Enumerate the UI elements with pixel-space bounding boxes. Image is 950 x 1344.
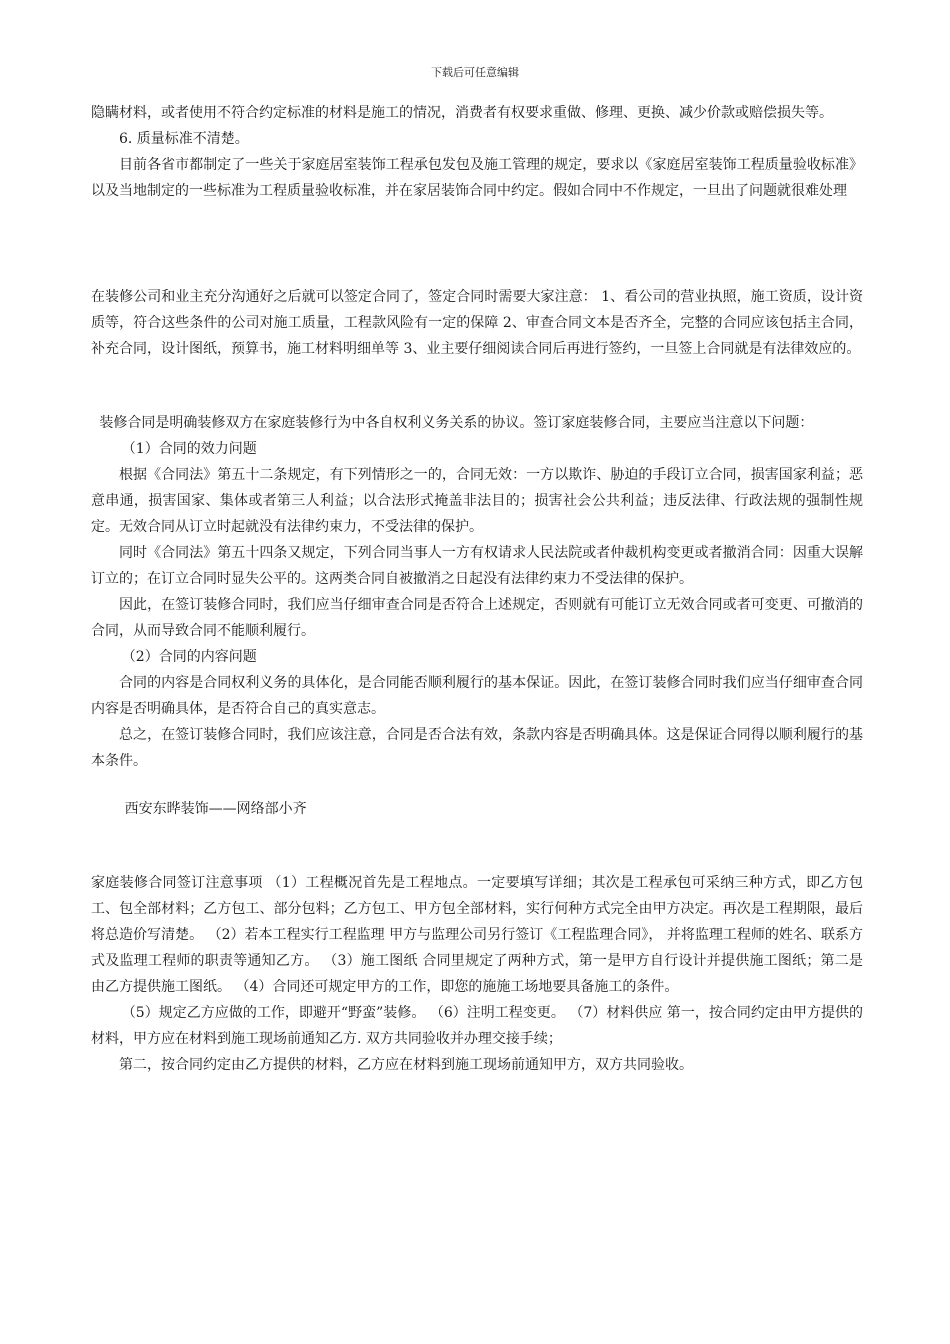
- section-contract-checklist: [91, 870, 863, 1078]
- paragraph: 隐瞒材料，或者使用不符合约定标准的材料是施工的情况，消费者有权要求重做、修理、更换、减少价款或赔偿损失等。: [91, 105, 833, 121]
- page-header: 下载后可任意编辑: [431, 66, 519, 79]
- paragraph: 因此，在签订装修合同时，我们应当仔细审查合同是否符合上述规定，否则就有可能订立无效合同或者可变更、可撤消的合同，从而导致合同不能顺利履行。: [91, 597, 863, 639]
- section-contract-issues: [91, 410, 863, 822]
- section-quality: [91, 100, 863, 204]
- paragraph: 目前各省市都制定了一些关于家庭居室装饰工程承包发包及施工管理的规定，要求以《家庭居室装饰工程质量验收标准》以及当地制定的一些标准为工程质量验收标准，并在家居装饰合同中约定。假如合同中不作规定，一旦出了问题就很难处理: [91, 157, 863, 199]
- paragraph-heading: 6. 质量标准不清楚。: [119, 131, 249, 147]
- document-body: [91, 100, 863, 1078]
- paragraph: 同时《合同法》第五十四条又规定，下列合同当事人一方有权请求人民法院或者仲裁机构变更或者撤消合同：因重大误解订立的；在订立合同时显失公平的。这两类合同自被撤消之日起没有法律约束力不受法律的保护。: [91, 545, 863, 587]
- paragraph: 第二，按合同约定由乙方提供的材料，乙方应在材料到施工现场前通知甲方，双方共同验收。: [119, 1057, 693, 1073]
- paragraph: 根据《合同法》第五十二条规定，有下列情形之一的，合同无效：一方以欺诈、胁迫的手段订立合同，损害国家利益；恶意串通，损害国家、集体或者第三人利益；以合法形式掩盖非法目的；损害社会公共利益；违反法律、行政法规的强制性规定。无效合同从订立时起就没有法律约束力，不受法律的保护。: [91, 467, 863, 535]
- paragraph-heading: （2）合同的内容问题: [121, 649, 257, 665]
- section-signing-notes: [91, 284, 863, 362]
- paragraph: （5）规定乙方应做的工作，即避开“野蛮”装修。 （6）注明工程变更。 （7）材料供应 第一，按合同约定由甲方提供的材料，甲方应在材料到施工现场前通知乙方. 双方共同验收并办理交接手续；: [91, 1005, 863, 1047]
- signature: 西安东晔装饰——网络部小齐: [124, 801, 307, 817]
- paragraph: 总之，在签订装修合同时，我们应该注意，合同是否合法有效，条款内容是否明确具体。这是保证合同得以顺利履行的基本条件。: [91, 727, 863, 769]
- paragraph-heading: （1）合同的效力问题: [121, 441, 257, 457]
- paragraph: 装修合同是明确装修双方在家庭装修行为中各自权利义务关系的协议。签订家庭装修合同，主要应当注意以下问题：: [99, 415, 814, 431]
- paragraph: 合同的内容是合同权利义务的具体化，是合同能否顺利履行的基本保证。因此，在签订装修合同时我们应当仔细审查合同内容是否明确具体，是否符合自己的真实意志。: [91, 675, 863, 717]
- paragraph: 家庭装修合同签订注意事项 （1）工程概况首先是工程地点。一定要填写详细；其次是工程承包可采纳三种方式，即乙方包工、包全部材料；乙方包工、部分包料；乙方包工、甲方包全部材料，实行何种方式完全由甲方决定。再次是工程期限，最后将总造价写清楚。 （2）若本工程实行工程监理 甲方与监理公司另行签订《工程监理合同》， 并将监理工程师的姓名、联系方式及监理工程师的职责等通知乙方。 （3）施工图纸 合同里规定了两种方式，第一是甲方自行设计并提供施工图纸；第二是由乙方提供施工图纸。 （4）合同还可规定甲方的工作，即您的施施工场地要具备施工的条件。: [91, 875, 863, 995]
- paragraph: 在装修公司和业主充分沟通好之后就可以签定合同了，签定合同时需要大家注意： 1、看公司的营业执照，施工资质，设计资质等，符合这些条件的公司对施工质量，工程款风险有一定的保障 2、审查合同文本是否齐全，完整的合同应该包括主合同，补充合同，设计图纸，预算书，施工材料明细单等 3、业主要仔细阅读合同后再进行签约，一旦签上合同就是有法律效应的。: [91, 289, 863, 357]
